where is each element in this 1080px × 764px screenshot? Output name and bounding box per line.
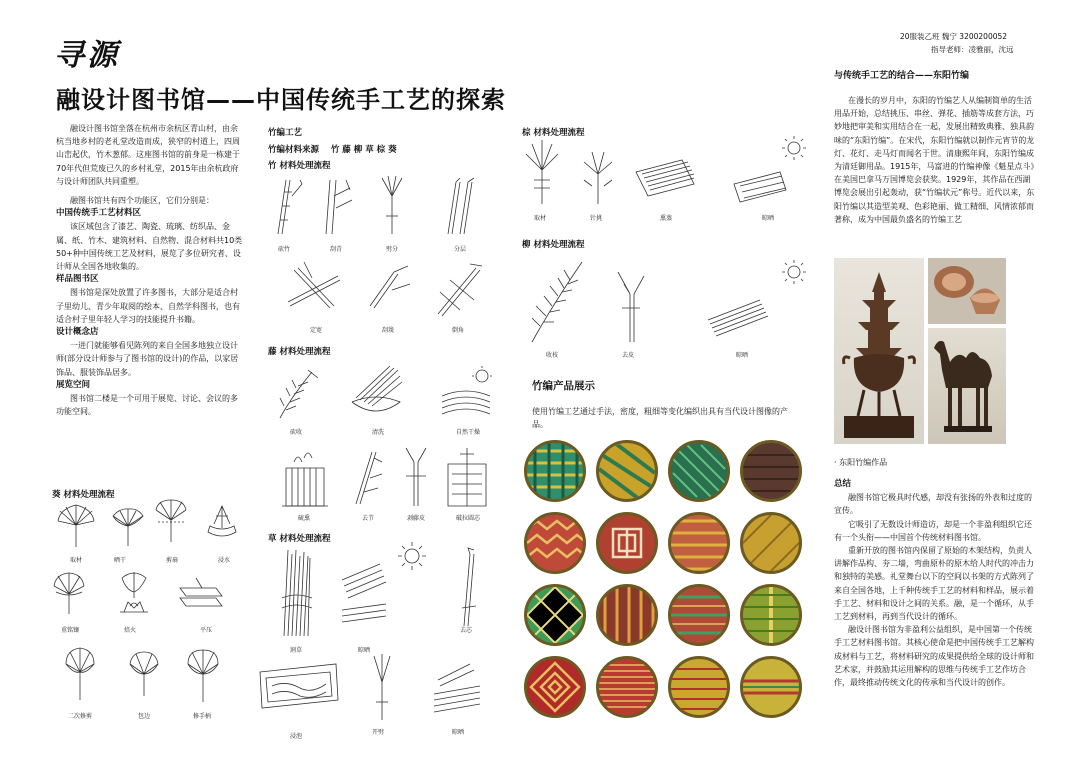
zong-sketch-5 xyxy=(730,164,790,210)
kui-step-9: 包边 xyxy=(137,713,150,720)
kui-step-3: 剪扇 xyxy=(165,557,178,564)
bamboo-step-5: 定宽 xyxy=(309,327,322,334)
liu-step-3: 晾晒 xyxy=(735,352,748,359)
product-basket-13 xyxy=(524,656,586,718)
bamboo-sketch-1 xyxy=(264,176,304,240)
student-info: 20服装乙班 魏宁 3200200052 xyxy=(900,32,1008,41)
zong-sketch-3 xyxy=(632,150,698,206)
product-basket-3 xyxy=(668,440,730,502)
liu-section-title: 柳 材料处理流程 xyxy=(522,240,585,250)
cao-step-1: 割草 xyxy=(289,647,302,654)
area1-body: 该区域包含了漆艺、陶瓷、琉璃、纺织品、金属、纸、竹木、建筑材料、自然物、混合材料共10类50+种中国传统工艺及材料，展览了多位研究者、设计师从全国各地收集的。 xyxy=(56,222,243,272)
bamboo-step-1: 砍竹 xyxy=(277,246,290,253)
right-body: 在漫长的岁月中，东阳的竹编艺人从编制简单的生活用品开始，总结挑压、串丝、弹花、插筋等成套方法，巧妙地把审美和实用结合在一起，发展出精致典雅、独具韵味的“东阳竹编”。在宋代，东阳竹编就以制作元宵节的龙灯、花灯、走马灯而闻名于世。清康熙年间，东阳竹编成为清廷御用品。1915年，马富进的竹编神像《魁星点斗》在美国巴拿马万国博览会获奖。1929年，其作品在西湖博览会展出引起轰动，获“竹编状元”称号。近代以来，东阳竹编以其造型美观、色彩艳丽、做工精细、风情浓郁而著称，成为中国最负盛名的竹编工艺 xyxy=(834,96,1035,224)
area4-body: 图书馆二楼是一个可用于展览、讨论、会议的多功能空间。 xyxy=(56,394,238,417)
liu-sketch-4 xyxy=(704,288,774,342)
product-basket-7 xyxy=(668,512,730,574)
product-basket-12 xyxy=(740,584,802,646)
products-desc: 使用竹编工艺通过手法，密度，粗细等变化编织出具有当代设计图像的产品。 xyxy=(532,407,788,430)
kui-sketch-2 xyxy=(110,508,146,552)
summary-p4: 融设计图书馆为非盈利公益组织，是中国第一个传统手工艺材料图书馆。其核心使命是把中国传统手工艺解构成材料与工艺，将材料研究的成果提供给全球的设计师和艺术家，并鼓励其运用解构的思维与传统手工艺作坊合作，最终推动传统文化的传承和当代设计的创作。 xyxy=(834,625,1034,688)
kui-section-title: 葵 材料处理流程 xyxy=(52,490,115,500)
zong-sketch-1 xyxy=(522,140,562,210)
cao-sketch-2 xyxy=(336,560,396,634)
right-section-title: 与传统手工艺的结合——东阳竹编 xyxy=(834,71,970,81)
product-basket-1 xyxy=(524,440,586,502)
product-basket-14 xyxy=(596,656,658,718)
product-basket-11 xyxy=(668,584,730,646)
zong-section-title: 棕 材料处理流程 xyxy=(522,128,585,138)
kui-step-5: 重铭镶 xyxy=(60,627,79,634)
bamboo-sketch-5 xyxy=(284,258,344,322)
kui-step-10: 修手柄 xyxy=(192,713,211,720)
area3-body: 一进门就能够看见陈列的来自全国多地独立设计师(部分设计师参与了图书馆的设计)的作品，以家居饰品、服装饰品居多。 xyxy=(56,341,239,377)
teng-step-5: 去节 xyxy=(361,515,374,522)
kui-sketch-8 xyxy=(62,648,98,706)
dongyang-photo-camel xyxy=(928,328,1006,444)
zong-step-4: 晾晒 xyxy=(761,215,774,222)
kui-sketch-7 xyxy=(176,574,226,618)
area2-title: 样品图书区 xyxy=(56,274,99,285)
zong-sketch-2 xyxy=(578,150,618,210)
product-basket-5 xyxy=(524,512,586,574)
teng-sketch-6 xyxy=(396,446,436,512)
product-basket-6 xyxy=(596,512,658,574)
product-basket-4 xyxy=(740,440,802,502)
summary-p3: 重新开放的图书馆内保留了原始的木架结构，负责人讲解作品构、夯二墙，弯曲原朴的原木给人时代的冲击力和独特的美感。礼堂舞台以下的空间以书架的方式陈列了来自全国各地，上千种传统手工艺的材料和样品，展示着手工艺、材料和设计之间的关系。融，是一个循环，从手工艺到材料，再到当代设计的循环。 xyxy=(834,546,1034,622)
area1-title: 中国传统手工艺材料区 xyxy=(56,208,142,219)
cao-sketch-6 xyxy=(368,652,398,726)
liu-step-2: 去皮 xyxy=(621,352,634,359)
cao-step-2: 晾晒 xyxy=(357,647,370,654)
liu-sketch-3 xyxy=(780,258,808,290)
bamboo-materials: 竹编材料来源 竹 藤 柳 草 棕 葵 xyxy=(268,145,397,155)
teng-step-7: 破拉圆芯 xyxy=(455,515,480,522)
areas-lead: 融图书馆共有四个功能区，它们分别是： xyxy=(70,196,214,206)
teng-sketch-3 xyxy=(438,366,494,424)
product-basket-10 xyxy=(596,584,658,646)
area2-body: 图书馆是深处放置了许多图书，大部分是适合村子里幼儿、青少年取阅的绘本、自然学科图书，也有适合村子里年轻人学习的技能提升书籍。 xyxy=(56,288,240,324)
bamboo-craft-title: 竹编工艺 xyxy=(268,128,303,138)
cao-sketch-1 xyxy=(276,548,316,642)
teng-sketch-1 xyxy=(272,366,322,426)
product-basket-15 xyxy=(668,656,730,718)
teng-step-1: 砍收 xyxy=(289,429,302,436)
intro-paragraph: 融设计图书馆坐落在杭州市余杭区青山村，由余杭当地乡村的老礼堂改造而成，狭窄的村道上，四周山峦起伏，竹木葱郁。这座图书馆的前身是一栋建于70年代但荒废已久的乡村礼堂，2015年由余杭政府与设计师团队共同重塑。 xyxy=(56,124,240,186)
product-basket-2 xyxy=(596,440,658,502)
cao-sketch-5 xyxy=(256,656,342,720)
products-title: 竹编产品展示 xyxy=(532,380,595,392)
page-title: 融设计图书馆——中国传统手工艺的探索 xyxy=(56,86,506,114)
cao-sketch-7 xyxy=(430,660,486,724)
kui-sketch-1 xyxy=(56,505,96,553)
teng-sketch-7 xyxy=(442,444,492,512)
kui-step-2: 晒干 xyxy=(113,557,126,564)
teng-sketch-4 xyxy=(280,448,330,512)
summary-p2: 它吸引了无数设计师造访，却是一个非盈利组织它还有一个头衔——中国首个传统材料图书馆。 xyxy=(834,519,1032,542)
cao-step-5: 开劈 xyxy=(371,729,384,736)
area4-title: 展览空间 xyxy=(56,379,91,390)
zong-step-3: 熏蒸 xyxy=(659,215,672,222)
kui-sketch-10 xyxy=(184,650,222,708)
liu-sketch-1 xyxy=(522,256,592,350)
dongyang-photo-pagoda xyxy=(834,258,924,444)
teng-section-title: 藤 材料处理流程 xyxy=(268,347,331,357)
teng-step-2: 清洗 xyxy=(371,429,384,436)
kui-sketch-9 xyxy=(126,652,162,702)
cao-section-title: 草 材料处理流程 xyxy=(268,534,331,544)
bamboo-step-3: 劈分 xyxy=(385,246,398,253)
liu-step-1: 收枝 xyxy=(545,352,558,359)
cao-sketch-4 xyxy=(452,548,482,632)
area3-title: 设计概念店 xyxy=(56,327,99,338)
bamboo-sketch-7 xyxy=(430,260,486,322)
kui-step-8: 二次修剪 xyxy=(67,713,92,720)
kui-sketch-4 xyxy=(204,502,240,546)
teng-step-4: 硫熏 xyxy=(297,515,310,522)
zong-sketch-4 xyxy=(780,134,808,166)
bamboo-sketch-6 xyxy=(364,262,414,322)
bamboo-sketch-2 xyxy=(316,176,356,240)
zong-step-2: 针挑 xyxy=(589,215,602,222)
product-grid xyxy=(524,440,810,730)
bamboo-step-4: 分层 xyxy=(453,246,466,253)
photo-caption: · 东阳竹编作品 xyxy=(834,458,888,467)
teng-step-6: 剥藤皮 xyxy=(406,515,425,522)
zong-step-1: 取材 xyxy=(533,215,546,222)
bamboo-step-7: 倒角 xyxy=(451,327,464,334)
kui-sketch-3 xyxy=(152,500,190,548)
kui-sketch-6 xyxy=(114,568,154,622)
bamboo-process-title: 竹 材料处理流程 xyxy=(268,161,331,171)
liu-sketch-2 xyxy=(610,268,650,348)
logo-text: 寻源 xyxy=(54,38,120,73)
advisor-info: 指导老师：凌雅丽，沈远 xyxy=(931,45,1014,54)
kui-sketch-5 xyxy=(52,572,86,620)
product-basket-16 xyxy=(740,656,802,718)
cao-sketch-3 xyxy=(396,540,428,576)
teng-sketch-5 xyxy=(350,448,386,512)
cao-step-6: 晾晒 xyxy=(451,729,464,736)
teng-step-3: 自然干燥 xyxy=(455,429,480,436)
kui-step-6: 焙火 xyxy=(123,627,136,634)
kui-step-1: 取材 xyxy=(69,557,82,564)
bamboo-sketch-4 xyxy=(440,176,480,240)
cao-step-3: 去芯 xyxy=(459,627,472,634)
bamboo-step-6: 刮篾 xyxy=(381,327,394,334)
product-basket-8 xyxy=(740,512,802,574)
kui-step-7: 平压 xyxy=(199,627,212,634)
product-basket-9 xyxy=(524,584,586,646)
summary-p1: 融图书馆它极具时代感，却没有张扬的外表和过度的宣传。 xyxy=(834,493,1032,516)
bamboo-sketch-3 xyxy=(372,176,412,240)
kui-step-4: 浸水 xyxy=(217,557,230,564)
left-text-column xyxy=(56,122,244,418)
dongyang-photo-bowls xyxy=(928,258,1006,324)
bamboo-step-2: 刮青 xyxy=(329,246,342,253)
teng-sketch-2 xyxy=(346,362,406,426)
summary-block xyxy=(834,478,1036,689)
summary-title: 总结 xyxy=(834,479,852,489)
cao-step-4: 浸泡 xyxy=(289,733,302,740)
